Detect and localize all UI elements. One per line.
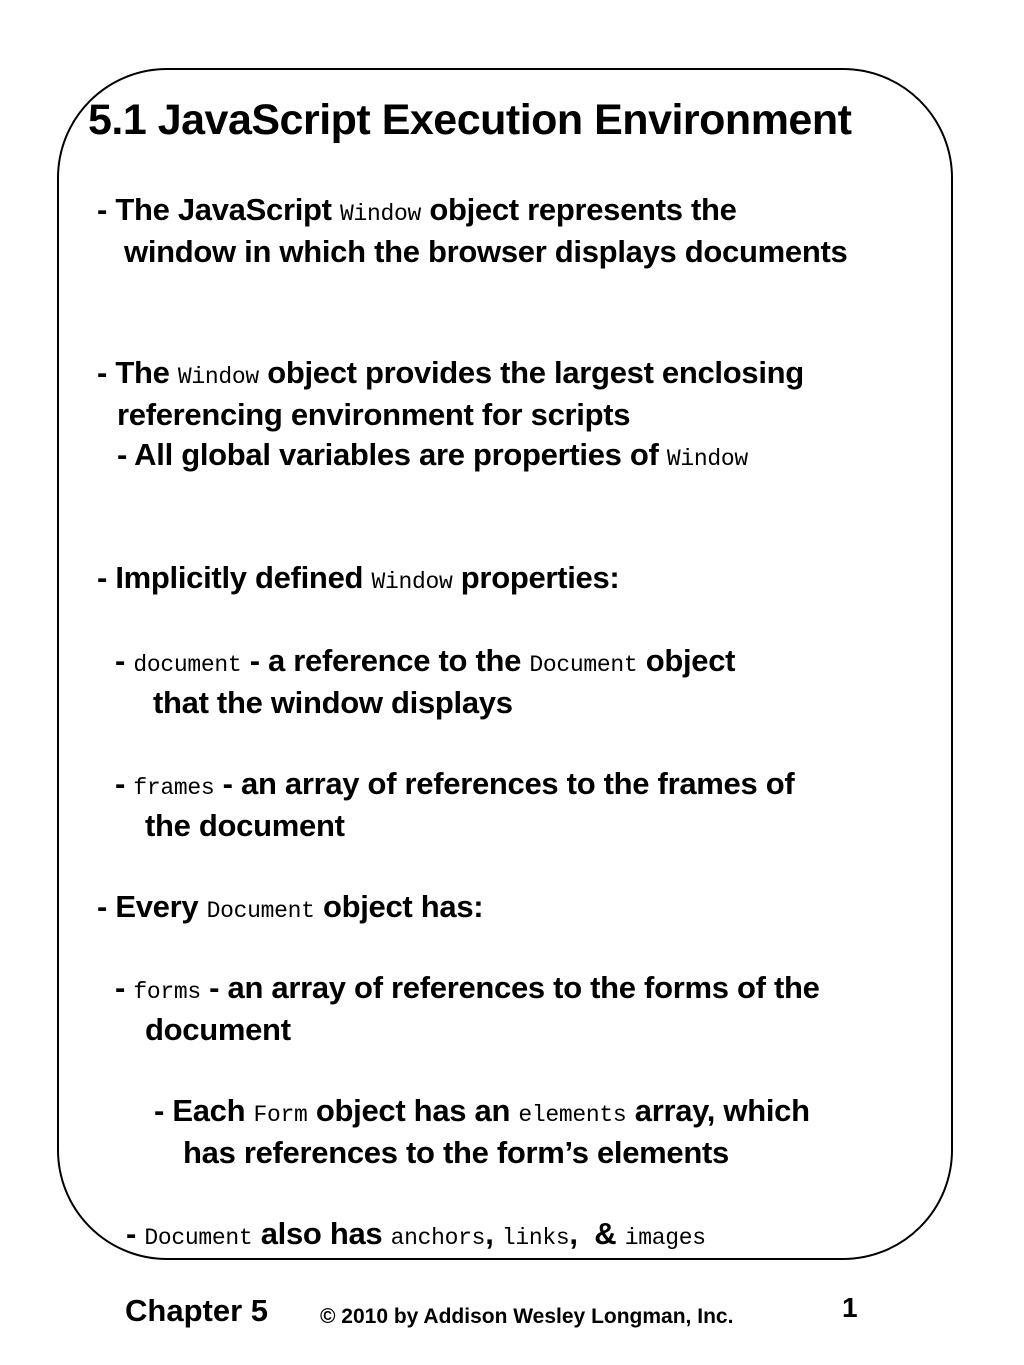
text-segment: document bbox=[145, 1012, 291, 1047]
text-segment: - The JavaScript bbox=[97, 192, 340, 227]
sub-bullet-line bbox=[115, 766, 794, 802]
sub-bullet-line bbox=[153, 685, 513, 721]
code-term: Window bbox=[177, 364, 259, 390]
text-segment: also has bbox=[252, 1216, 391, 1251]
text-segment: - All global variables are properties of bbox=[117, 437, 667, 472]
bullet-line bbox=[97, 560, 619, 596]
code-term: frames bbox=[133, 775, 215, 801]
sub-bullet-line bbox=[145, 1012, 291, 1048]
code-term: Document bbox=[529, 652, 638, 678]
sub-bullet-line bbox=[145, 808, 345, 844]
code-term: forms bbox=[133, 979, 201, 1005]
sub-bullet-line bbox=[115, 643, 735, 679]
sub-bullet-line bbox=[117, 437, 748, 473]
text-segment: window in which the browser displays documents bbox=[124, 234, 848, 269]
text-segment: - Every bbox=[97, 889, 207, 924]
text-segment: - Implicitly defined bbox=[97, 560, 372, 595]
text-segment: - bbox=[115, 643, 134, 678]
bullet-line bbox=[97, 889, 483, 925]
text-segment: that the window displays bbox=[153, 685, 513, 720]
bullet-line bbox=[124, 234, 847, 270]
text-segment: object bbox=[637, 643, 736, 678]
text-segment: has references to the form’s elements bbox=[183, 1135, 729, 1170]
text-segment: - bbox=[115, 766, 134, 801]
page-number: 1 bbox=[842, 1292, 858, 1323]
slide-title: 5.1 JavaScript Execution Environment bbox=[88, 96, 852, 144]
text-segment: - bbox=[126, 1216, 145, 1251]
code-term: anchors bbox=[390, 1225, 486, 1251]
code-term: images bbox=[624, 1225, 706, 1251]
code-term: Document bbox=[144, 1225, 253, 1251]
text-segment: , bbox=[485, 1216, 502, 1251]
text-segment: - an array of references to the frames of bbox=[214, 766, 795, 801]
code-term: Form bbox=[253, 1102, 308, 1128]
code-term: elements bbox=[518, 1102, 627, 1128]
code-term: Window bbox=[340, 201, 422, 227]
text-segment: - bbox=[115, 970, 134, 1005]
bullet-line bbox=[97, 355, 804, 391]
sub-sub-bullet-line bbox=[183, 1135, 729, 1171]
code-term: document bbox=[133, 652, 242, 678]
bullet-line bbox=[117, 397, 630, 433]
text-segment: object represents the bbox=[421, 192, 737, 227]
text-segment: array, which bbox=[626, 1093, 810, 1128]
code-term: Window bbox=[371, 569, 453, 595]
text-segment: - a reference to the bbox=[241, 643, 530, 678]
text-segment: , & bbox=[569, 1216, 625, 1251]
sub-sub-bullet-line bbox=[154, 1093, 810, 1129]
text-segment: referencing environment for scripts bbox=[117, 397, 631, 432]
text-segment: - Each bbox=[154, 1093, 254, 1128]
bullet-line bbox=[97, 192, 737, 228]
text-segment: object provides the largest enclosing bbox=[258, 355, 804, 390]
sub-bullet-line bbox=[126, 1216, 706, 1252]
code-term: Window bbox=[666, 446, 748, 472]
text-segment: - an array of references to the forms of the bbox=[200, 970, 820, 1005]
text-segment: properties: bbox=[452, 560, 620, 595]
code-term: Document bbox=[206, 898, 315, 924]
footer-chapter: Chapter 5 bbox=[125, 1293, 268, 1328]
text-segment: - The bbox=[97, 355, 178, 390]
code-term: links bbox=[501, 1225, 570, 1251]
text-segment: the document bbox=[145, 808, 345, 843]
text-segment: object has an bbox=[307, 1093, 519, 1128]
sub-bullet-line bbox=[115, 970, 820, 1006]
footer-copyright: © 2010 by Addison Wesley Longman, Inc. bbox=[320, 1305, 734, 1328]
text-segment: object has: bbox=[314, 889, 484, 924]
